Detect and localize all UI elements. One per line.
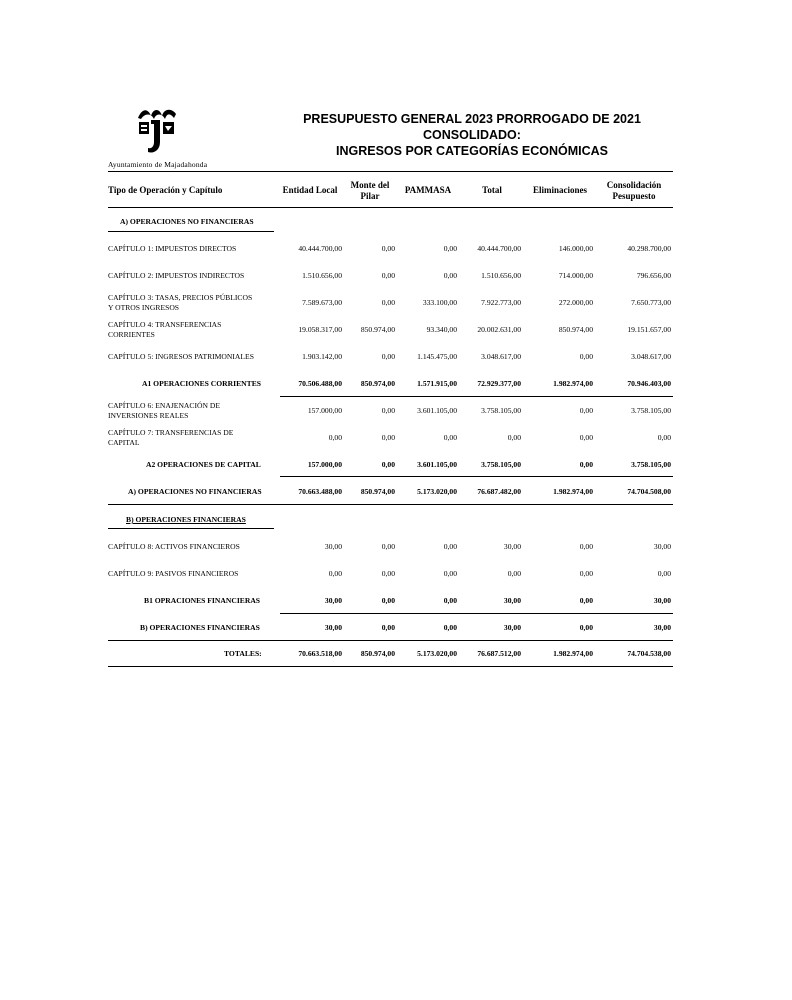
section-a-title: A) OPERACIONES NO FINANCIERAS [120, 217, 254, 226]
row-label-line2: CORRIENTES [108, 329, 155, 339]
cell-monte: 0,00 [381, 460, 395, 469]
row-label [108, 428, 278, 447]
cell-pammasa: 3.601.105,00 [417, 460, 457, 469]
cell-pammasa: 1.145.475,00 [417, 352, 457, 361]
row-label-line2: CAPITAL [108, 437, 140, 447]
title-line-2: CONSOLIDADO: [423, 128, 521, 142]
cell-pammasa: 0,00 [443, 542, 457, 551]
section-b-rule [108, 528, 274, 529]
title-line-1: PRESUPUESTO GENERAL 2023 PRORROGADO DE 2021 [303, 112, 641, 126]
cell-pammasa: 5.173.020,00 [417, 487, 457, 496]
col-header-pammasa: PAMMASA [404, 185, 452, 195]
cell-eliminaciones: 0,00 [579, 352, 593, 361]
cell-entidad: 157.000,00 [307, 460, 342, 469]
cell-pammasa: 93.340,00 [426, 325, 457, 334]
cell-total: 30,00 [503, 596, 521, 605]
cell-pammasa: 333.100,00 [422, 298, 457, 307]
row-label-line1: CAPÍTULO 3: TASAS, PRECIOS PÚBLICOS [108, 293, 253, 302]
cell-consolidacion: 0,00 [657, 433, 671, 442]
row-label: TOTALES: [224, 649, 262, 658]
cell-entidad: 40.444.700,00 [298, 244, 342, 253]
header-bottom-rule [108, 207, 673, 208]
cell-consolidacion: 74.704.538,00 [627, 649, 671, 658]
row-label: B) OPERACIONES FINANCIERAS [140, 623, 260, 632]
cell-eliminaciones: 1.982.974,00 [553, 379, 593, 388]
cell-entidad: 19.058.317,00 [298, 325, 342, 334]
table-end-rule [108, 666, 673, 667]
cell-monte: 850.974,00 [360, 649, 395, 658]
cell-pammasa: 0,00 [443, 433, 457, 442]
cell-entidad: 70.506.488,00 [298, 379, 342, 388]
cell-entidad: 30,00 [324, 623, 342, 632]
municipal-logo [134, 104, 180, 156]
row-label [108, 401, 278, 420]
cell-consolidacion: 3.048.617,00 [631, 352, 671, 361]
col-header-monte [346, 180, 394, 202]
col-header-consolidacion [598, 180, 670, 202]
col-header-monte-line2: Pilar [360, 191, 380, 201]
cell-monte: 0,00 [381, 298, 395, 307]
cell-consolidacion: 30,00 [653, 596, 671, 605]
cell-consolidacion: 19.151.657,00 [627, 325, 671, 334]
cell-entidad: 30,00 [324, 542, 342, 551]
cell-entidad: 0,00 [328, 569, 342, 578]
cell-consolidacion: 40.298.700,00 [627, 244, 671, 253]
cell-monte: 0,00 [381, 542, 395, 551]
cell-total: 0,00 [507, 569, 521, 578]
cell-consolidacion: 30,00 [653, 542, 671, 551]
cell-entidad: 70.663.518,00 [298, 649, 342, 658]
cell-eliminaciones: 850.974,00 [558, 325, 593, 334]
cell-consolidacion: 70.946.403,00 [627, 379, 671, 388]
cell-eliminaciones: 0,00 [579, 460, 593, 469]
cell-eliminaciones: 0,00 [579, 542, 593, 551]
cell-entidad: 0,00 [328, 433, 342, 442]
cell-eliminaciones: 1.982.974,00 [553, 649, 593, 658]
col-header-consolidacion-line2: Pesupuesto [612, 191, 656, 201]
cell-total: 20.002.631,00 [477, 325, 521, 334]
cell-pammasa: 1.571.915,00 [417, 379, 457, 388]
cell-monte: 0,00 [381, 406, 395, 415]
cell-pammasa: 0,00 [443, 596, 457, 605]
cell-consolidacion: 30,00 [653, 623, 671, 632]
row-label-line1: CAPÍTULO 7: TRANSFERENCIAS DE [108, 428, 234, 437]
cell-monte: 0,00 [381, 271, 395, 280]
cell-total: 3.758.105,00 [481, 406, 521, 415]
row-label-line1: CAPÍTULO 4: TRANSFERENCIAS [108, 320, 222, 329]
row-label: CAPÍTULO 8: ACTIVOS FINANCIEROS [108, 542, 240, 551]
cell-entidad: 70.663.488,00 [298, 487, 342, 496]
cell-pammasa: 0,00 [443, 623, 457, 632]
row-label-line1: CAPÍTULO 6: ENAJENACIÓN DE [108, 401, 221, 410]
cell-consolidacion: 3.758.105,00 [631, 406, 671, 415]
cell-total: 76.687.482,00 [477, 487, 521, 496]
cell-total: 1.510.656,00 [481, 271, 521, 280]
cell-monte: 850.974,00 [360, 325, 395, 334]
cell-eliminaciones: 0,00 [579, 623, 593, 632]
cell-consolidacion: 74.704.508,00 [627, 487, 671, 496]
cell-total: 30,00 [503, 623, 521, 632]
col-header-total: Total [482, 185, 502, 195]
cell-monte: 850.974,00 [360, 487, 395, 496]
row-label-line2: Y OTROS INGRESOS [108, 302, 180, 312]
row-label: A) OPERACIONES NO FINANCIERAS [128, 487, 262, 496]
cell-monte: 0,00 [381, 244, 395, 253]
row-label: B1 OPRACIONES FINANCIERAS [144, 596, 261, 605]
cell-monte: 0,00 [381, 352, 395, 361]
cell-total: 30,00 [503, 542, 521, 551]
cell-pammasa: 3.601.105,00 [417, 406, 457, 415]
cell-monte: 0,00 [381, 433, 395, 442]
cell-eliminaciones: 272.000,00 [558, 298, 593, 307]
cell-total: 0,00 [507, 433, 521, 442]
cell-eliminaciones: 0,00 [579, 433, 593, 442]
cell-total: 72.929.377,00 [477, 379, 521, 388]
cell-eliminaciones: 0,00 [579, 569, 593, 578]
header-top-rule [108, 171, 673, 172]
col-header-consolidacion-line1: Consolidación [606, 180, 662, 190]
cell-entidad: 7.589.673,00 [302, 298, 342, 307]
row-label: A1 OPERACIONES CORRIENTES [142, 379, 261, 388]
cell-consolidacion: 796.656,00 [636, 271, 671, 280]
row-label: A2 OPERACIONES DE CAPITAL [146, 460, 261, 469]
cell-consolidacion: 3.758.105,00 [631, 460, 671, 469]
organization-name: Ayuntamiento de Majadahonda [108, 160, 208, 169]
row-label: CAPÍTULO 2: IMPUESTOS INDIRECTOS [108, 271, 245, 280]
cell-monte: 850.974,00 [360, 379, 395, 388]
cell-eliminaciones: 146.000,00 [558, 244, 593, 253]
col-header-eliminaciones: Eliminaciones [532, 185, 587, 195]
cell-total: 7.922.773,00 [481, 298, 521, 307]
row-label-line2: INVERSIONES REALES [108, 410, 189, 420]
cell-pammasa: 0,00 [443, 244, 457, 253]
row-label: CAPÍTULO 5: INGRESOS PATRIMONIALES [108, 352, 254, 361]
col-header-monte-line1: Monte del [350, 180, 390, 190]
row-label [108, 320, 278, 339]
cell-eliminaciones: 0,00 [579, 596, 593, 605]
cell-total: 40.444.700,00 [477, 244, 521, 253]
row-label: CAPÍTULO 9: PASIVOS FINANCIEROS [108, 569, 239, 578]
cell-entidad: 1.510.656,00 [302, 271, 342, 280]
cell-monte: 0,00 [381, 596, 395, 605]
cell-monte: 0,00 [381, 569, 395, 578]
document-title [272, 111, 672, 159]
section-a-rule [108, 231, 274, 232]
cell-total: 3.758.105,00 [481, 460, 521, 469]
subtotal-rule [280, 476, 673, 477]
cell-total: 3.048.617,00 [481, 352, 521, 361]
cell-eliminaciones: 714.000,00 [558, 271, 593, 280]
subtotal-rule [280, 396, 673, 397]
col-header-tipo: Tipo de Operación y Capítulo [108, 185, 223, 195]
cell-entidad: 30,00 [324, 596, 342, 605]
cell-consolidacion: 7.650.773,00 [631, 298, 671, 307]
cell-entidad: 157.000,00 [307, 406, 342, 415]
section-b-title: B) OPERACIONES FINANCIERAS [126, 515, 246, 524]
cell-pammasa: 5.173.020,00 [417, 649, 457, 658]
cell-monte: 0,00 [381, 623, 395, 632]
cell-pammasa: 0,00 [443, 271, 457, 280]
cell-consolidacion: 0,00 [657, 569, 671, 578]
cell-entidad: 1.903.142,00 [302, 352, 342, 361]
cell-eliminaciones: 0,00 [579, 406, 593, 415]
cell-pammasa: 0,00 [443, 569, 457, 578]
row-label [108, 293, 278, 312]
col-header-entidad: Entidad Local [282, 185, 338, 195]
title-line-3: INGRESOS POR CATEGORÍAS ECONÓMICAS [335, 144, 608, 158]
section-a-end-rule [108, 504, 673, 505]
cell-total: 76.687.512,00 [477, 649, 521, 658]
subtotal-rule [280, 613, 673, 614]
cell-eliminaciones: 1.982.974,00 [553, 487, 593, 496]
row-label: CAPÍTULO 1: IMPUESTOS DIRECTOS [108, 244, 237, 253]
section-b-end-rule [108, 640, 673, 641]
